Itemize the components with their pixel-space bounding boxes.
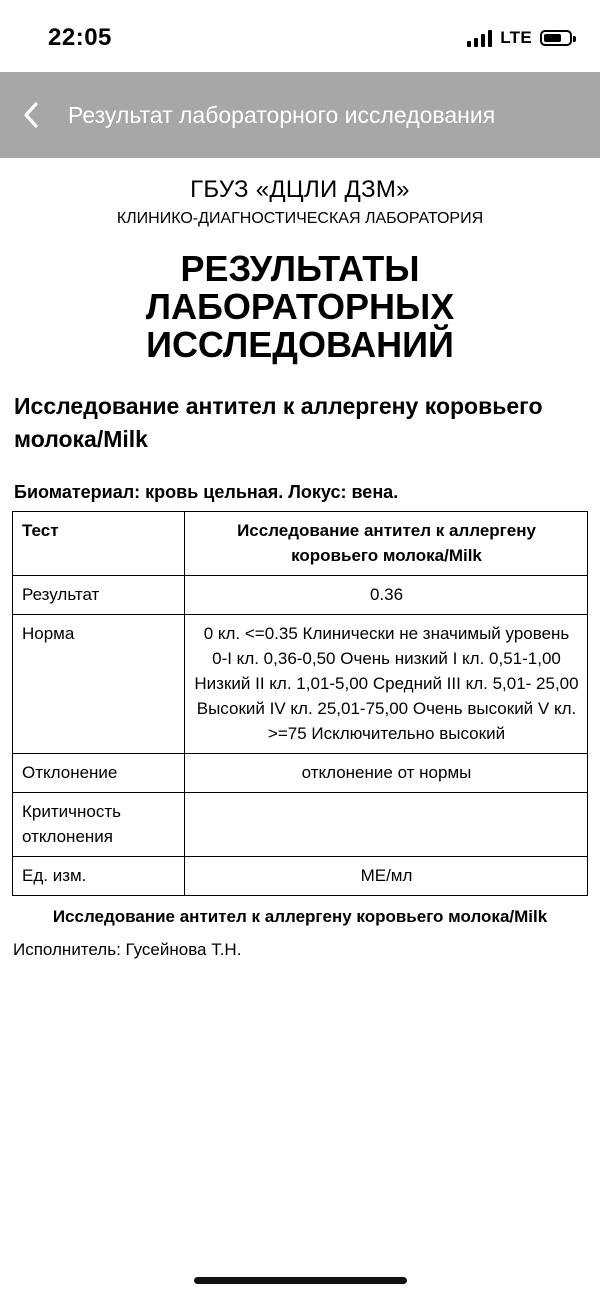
page-title: Результат лабораторного исследования bbox=[68, 101, 496, 128]
row-value: МЕ/мл bbox=[185, 857, 588, 896]
row-label: Результат bbox=[13, 576, 185, 615]
network-type: LTE bbox=[500, 28, 532, 47]
row-label: Ед. изм. bbox=[13, 857, 185, 896]
table-row-deviation bbox=[13, 754, 588, 793]
table-row-result bbox=[13, 576, 588, 615]
results-table bbox=[12, 511, 588, 896]
lab-report bbox=[0, 158, 600, 960]
row-value: 0.36 bbox=[185, 576, 588, 615]
row-value bbox=[185, 793, 588, 857]
footer-study-title: Исследование антител к аллергену коровьего молока/Milk bbox=[52, 907, 548, 926]
chevron-left-icon bbox=[23, 102, 39, 128]
laboratory-name: КЛИНИКО-ДИАГНОСТИЧЕСКАЯ ЛАБОРАТОРИЯ bbox=[116, 210, 484, 227]
back-button[interactable] bbox=[0, 72, 62, 158]
table-header-label: Тест bbox=[13, 512, 185, 576]
status-time: 22:05 bbox=[48, 24, 112, 51]
row-value: 0 кл. <=0.35 Клинически не значимый уровень 0-I кл. 0,36-0,50 Очень низкий I кл. 0,51-1,00 Низкий II кл. 1,01-5,00 Средний III кл. 5,01- 25,00 Высокий IV кл. 25,01-75,00 Очень высокий V кл. >=75 Исключительно высокий bbox=[185, 615, 588, 754]
signal-icon bbox=[467, 29, 492, 47]
report-title: РЕЗУЛЬТАТЫ ЛАБОРАТОРНЫХ ИССЛЕДОВАНИЙ bbox=[145, 248, 455, 365]
row-label: Отклонение bbox=[13, 754, 185, 793]
battery-icon bbox=[540, 30, 572, 46]
status-bar bbox=[0, 0, 600, 72]
status-indicators bbox=[467, 28, 572, 48]
nav-header bbox=[0, 72, 600, 158]
biomaterial-info: Биоматериал: кровь цельная. Локус: вена. bbox=[14, 482, 399, 502]
row-label: Критичность отклонения bbox=[13, 793, 185, 857]
row-value: отклонение от нормы bbox=[185, 754, 588, 793]
table-row-norm bbox=[13, 615, 588, 754]
executor-name: Исполнитель: Гусейнова Т.Н. bbox=[13, 940, 242, 959]
table-header-row bbox=[13, 512, 588, 576]
organization-name: ГБУЗ «ДЦЛИ ДЗМ» bbox=[190, 176, 410, 203]
row-label: Норма bbox=[13, 615, 185, 754]
table-row-units bbox=[13, 857, 588, 896]
table-row-criticality bbox=[13, 793, 588, 857]
study-title: Исследование антител к аллергену коровьего молока/Milk bbox=[14, 393, 543, 452]
table-header-value: Исследование антител к аллергену коровьего молока/Milk bbox=[185, 512, 588, 576]
home-indicator[interactable] bbox=[194, 1277, 407, 1284]
